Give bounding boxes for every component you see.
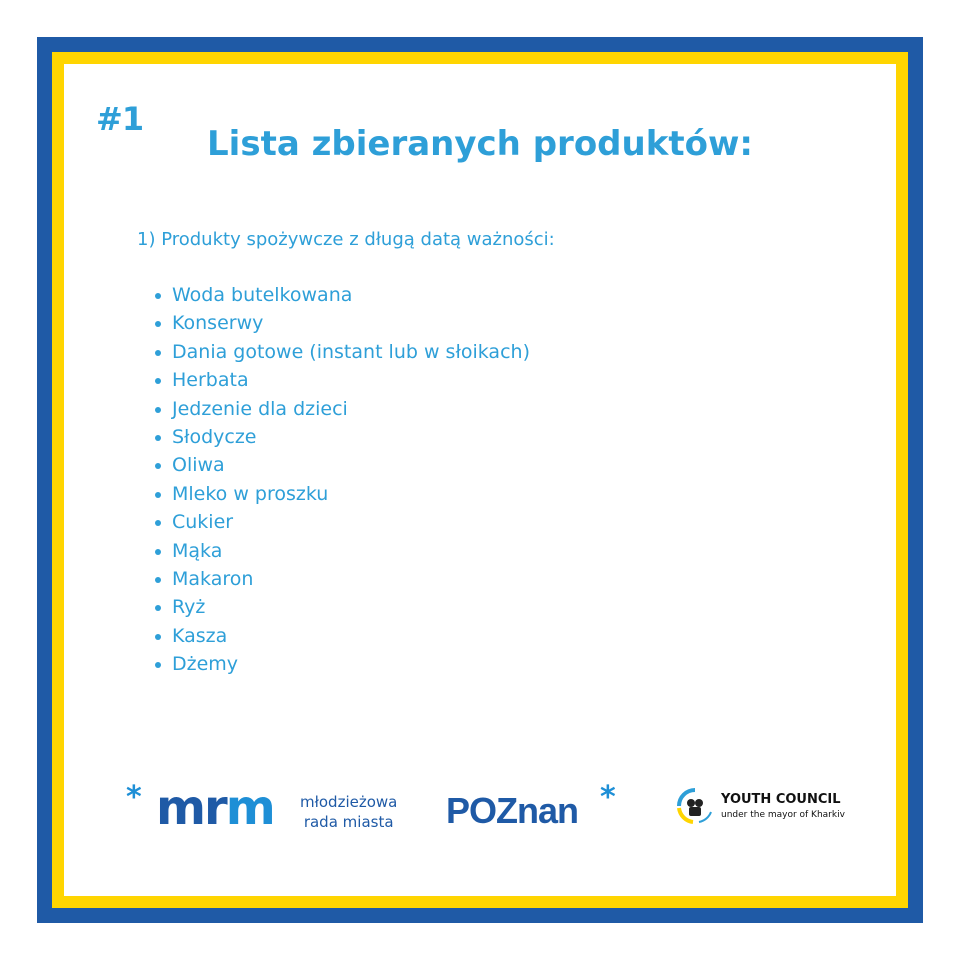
youth-council-title: YOUTH COUNCIL bbox=[721, 792, 841, 807]
product-list bbox=[152, 281, 530, 678]
list-item: Mleko w proszku bbox=[152, 480, 530, 508]
mrm-star-icon: * bbox=[126, 780, 142, 815]
list-item: Kasza bbox=[152, 622, 530, 650]
list-item: Jedzenie dla dzieci bbox=[152, 395, 530, 423]
list-item: Dżemy bbox=[152, 650, 530, 678]
youth-council-emblem-icon bbox=[675, 786, 715, 826]
list-item: Herbata bbox=[152, 366, 530, 394]
poznan-logo bbox=[446, 780, 636, 834]
mrm-logo bbox=[126, 780, 406, 836]
youth-council-subtitle: under the mayor of Kharkiv bbox=[721, 810, 845, 820]
list-item: Woda butelkowana bbox=[152, 281, 530, 309]
list-item: Słodycze bbox=[152, 423, 530, 451]
list-item: Cukier bbox=[152, 508, 530, 536]
list-item: Ryż bbox=[152, 593, 530, 621]
poznan-star-icon: * bbox=[600, 780, 616, 815]
list-item: Dania gotowe (instant lub w słoikach) bbox=[152, 338, 530, 366]
section-heading: 1) Produkty spożywcze z długą datą ważności: bbox=[137, 229, 555, 250]
page-title: Lista zbieranych produktów: bbox=[207, 124, 753, 164]
youth-council-logo bbox=[675, 786, 865, 830]
mrm-caption: młodzieżowa rada miasta bbox=[300, 793, 398, 831]
list-item: Konserwy bbox=[152, 309, 530, 337]
list-item: Oliwa bbox=[152, 451, 530, 479]
post-number-badge: #1 bbox=[96, 100, 144, 138]
list-item: Makaron bbox=[152, 565, 530, 593]
mrm-wordmark: mrm bbox=[156, 780, 274, 836]
list-item: Mąka bbox=[152, 537, 530, 565]
poznan-wordmark: POZnan bbox=[446, 790, 579, 831]
